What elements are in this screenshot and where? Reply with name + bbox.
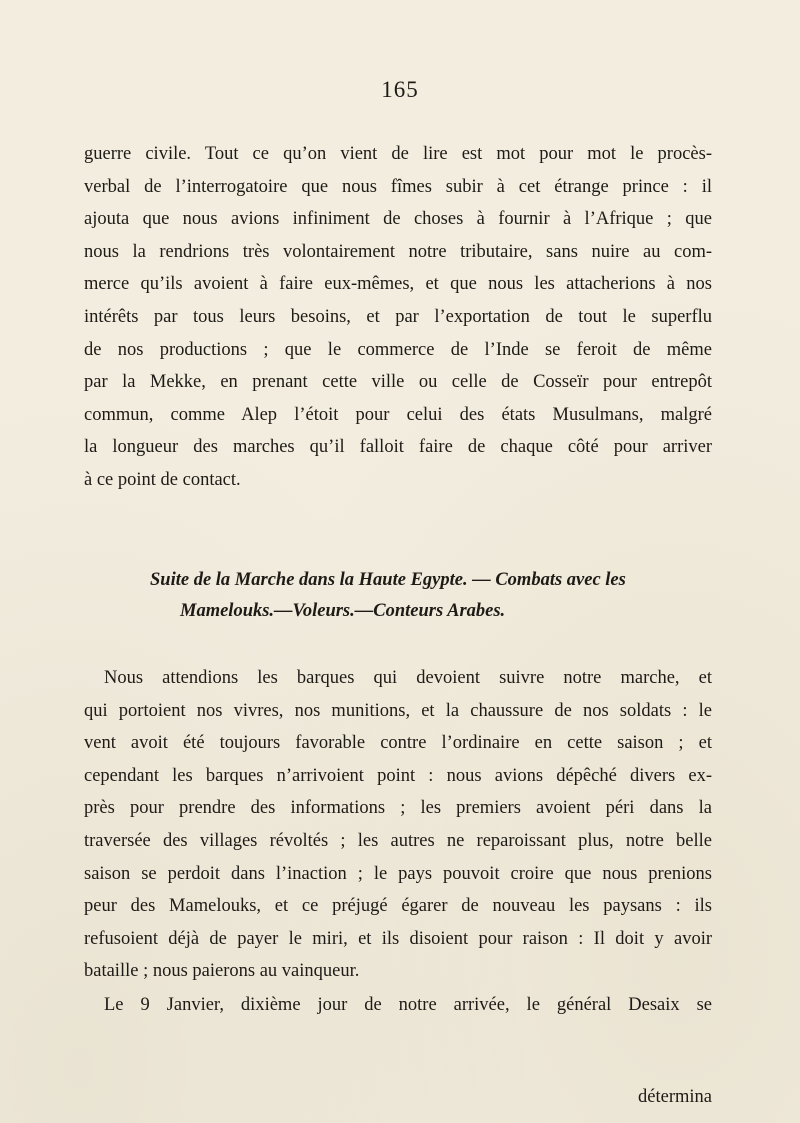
text-line: saison se perdoit dans l’inaction ; le pays pouvoit croire que nous prenions bbox=[84, 863, 712, 884]
text-line: ajouta que nous avions infiniment de choses à fournir à l’Afrique ; que bbox=[84, 209, 712, 230]
paragraph-3 bbox=[84, 989, 712, 1022]
text-line: nous la rendrions très volontairement notre tributaire, sans nuire au com- bbox=[84, 241, 712, 262]
page-number: 165 bbox=[381, 77, 419, 102]
text-line: qui portoient nos vivres, nos munitions, et la chaussure de nos soldats : le bbox=[84, 700, 712, 721]
text-line: commun, comme Alep l’étoit pour celui des états Musulmans, malgré bbox=[84, 404, 712, 425]
section-heading bbox=[150, 565, 710, 627]
text-line: refusoient déjà de payer le miri, et ils disoient pour raison : Il doit y avoir bbox=[84, 928, 712, 949]
text-line: près pour prendre des informations ; les premiers avoient péri dans la bbox=[84, 798, 712, 819]
text-line: peur des Mamelouks, et ce préjugé égarer de nouveau les paysans : ils bbox=[84, 896, 712, 917]
text-line: verbal de l’interrogatoire que nous fîmes subir à cet étrange prince : il bbox=[84, 176, 712, 197]
text-line: par la Mekke, en prenant cette ville ou celle de Cosseïr pour entrepôt bbox=[84, 372, 712, 393]
text-line: la longueur des marches qu’il falloit faire de chaque côté pour arriver bbox=[84, 437, 712, 458]
section-heading-line-2: Mamelouks.—Voleurs.—Conteurs Arabes. bbox=[180, 601, 506, 621]
section-heading-line-1: Suite de la Marche dans la Haute Egypte. — Combats avec les bbox=[150, 570, 626, 590]
paragraph-1 bbox=[84, 138, 712, 497]
text-line: intérêts par tous leurs besoins, et par l’exportation de tout le superflu bbox=[84, 306, 712, 327]
text-line: guerre civile. Tout ce qu’on vient de lire est mot pour mot le procès- bbox=[84, 144, 712, 164]
text-line: merce qu’ils avoient à faire eux-mêmes, et que nous les attacherions à nos bbox=[84, 274, 712, 295]
text-line: traversée des villages révoltés ; les autres ne reparoissant plus, notre belle bbox=[84, 830, 712, 851]
catchword: détermina bbox=[638, 1087, 712, 1107]
text-line: Nous attendions les barques qui devoient suivre notre marche, et bbox=[104, 668, 712, 688]
text-line: Le 9 Janvier, dixième jour de notre arrivée, le général Desaix se bbox=[104, 995, 712, 1015]
text-line: de nos productions ; que le commerce de l’Inde se feroit de même bbox=[84, 339, 712, 360]
paragraph-2 bbox=[84, 662, 712, 988]
text-line: vent avoit été toujours favorable contre l’ordinaire en cette saison ; et bbox=[84, 733, 712, 754]
text-line: à ce point de contact. bbox=[84, 469, 241, 490]
text-line: cependant les barques n’arrivoient point : nous avions dépêché divers ex- bbox=[84, 765, 712, 786]
text-line: bataille ; nous paierons au vainqueur. bbox=[84, 961, 360, 982]
